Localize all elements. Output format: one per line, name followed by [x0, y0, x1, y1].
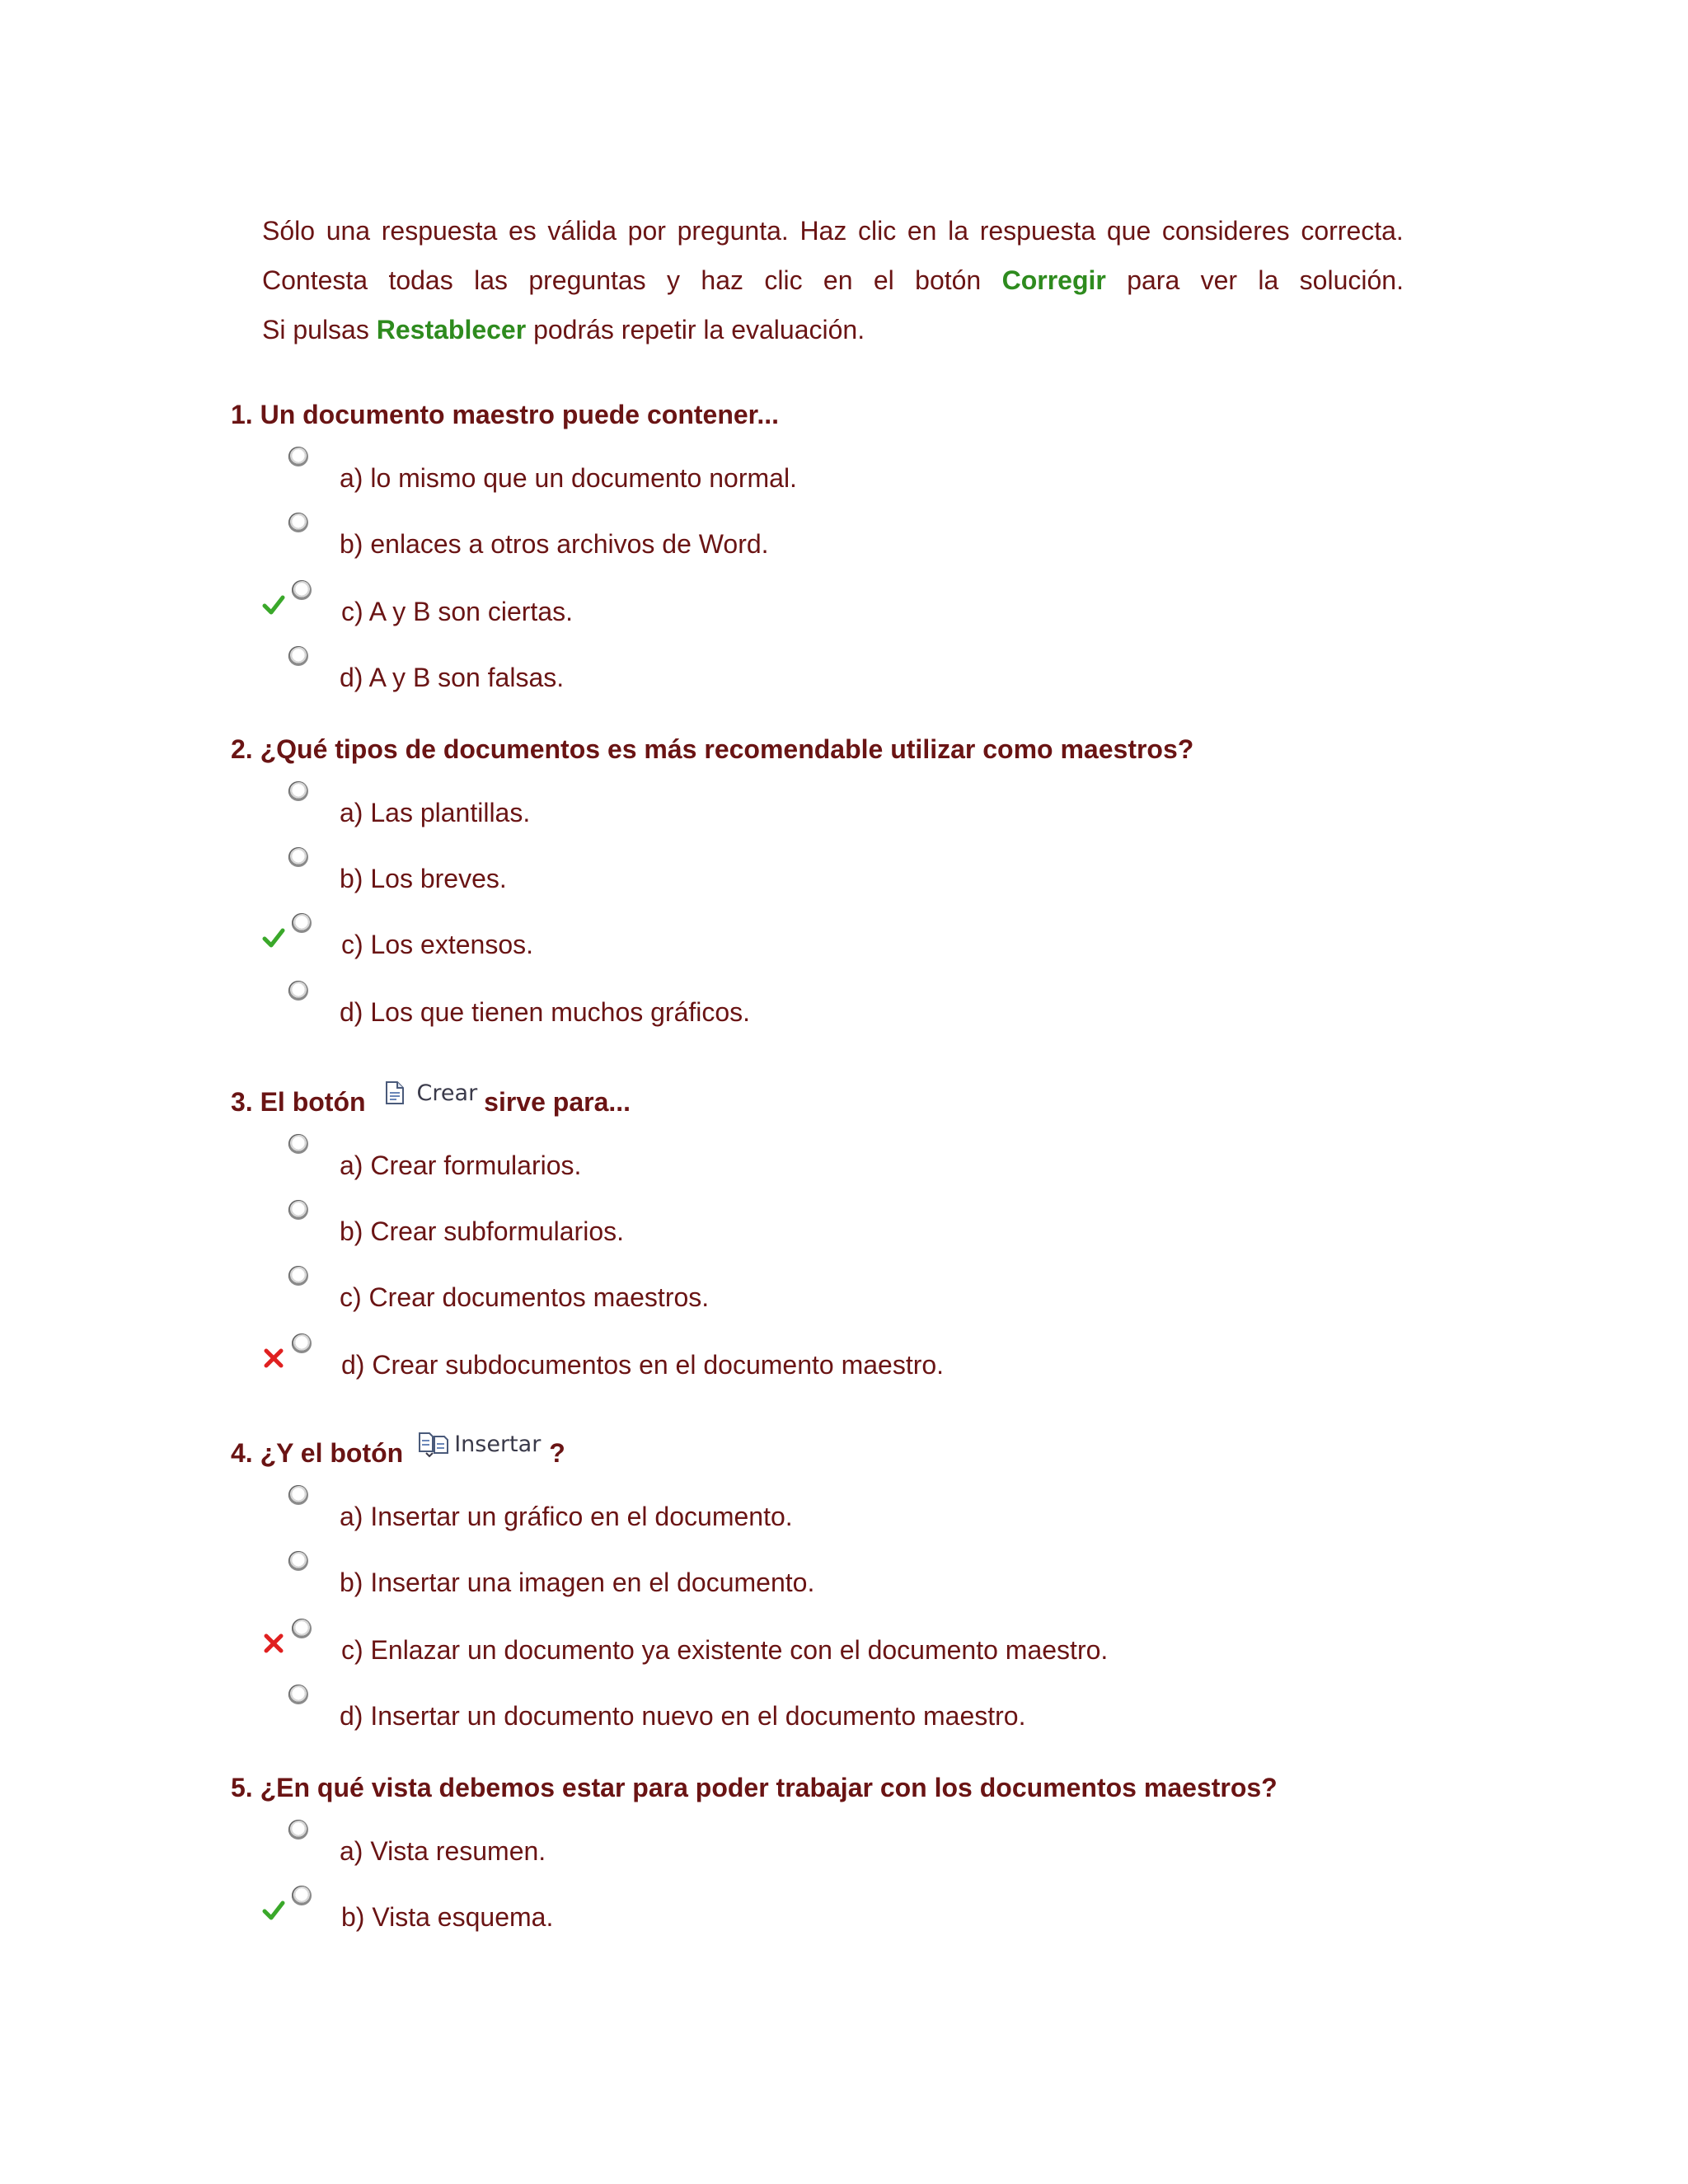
radio-button[interactable] [292, 913, 312, 933]
radio-button[interactable] [288, 646, 308, 666]
question-text: ? [549, 1438, 565, 1468]
crear-button-image [384, 1080, 478, 1106]
instructions-text: Si pulsas [262, 315, 377, 344]
check-icon [262, 593, 285, 616]
option-label[interactable]: c) Crear documentos maestros. [340, 1282, 710, 1312]
question-text: 3. El botón [231, 1087, 366, 1117]
option-4d[interactable] [262, 1685, 1498, 1734]
word: clic [764, 265, 803, 295]
option-2d[interactable] [262, 981, 1498, 1030]
option-label[interactable]: b) Insertar una imagen en el documento. [340, 1568, 815, 1597]
word: respuesta [979, 216, 1096, 246]
word: consideres [1161, 216, 1290, 246]
check-icon [262, 926, 285, 949]
option-label[interactable]: a) lo mismo que un documento normal. [340, 463, 797, 493]
button-label: Insertar [454, 1432, 542, 1457]
option-label[interactable]: d) A y B son falsas. [340, 663, 565, 692]
option-5b[interactable] [262, 1886, 1498, 1935]
option-label[interactable]: d) Crear subdocumentos en el documento maestro. [341, 1350, 945, 1380]
check-icon [262, 1899, 285, 1922]
word: correcta. [1301, 216, 1404, 246]
question-1 [231, 394, 779, 430]
option-label[interactable]: c) Los extensos. [341, 930, 533, 959]
radio-button[interactable] [292, 1886, 312, 1905]
word: clic [858, 216, 897, 246]
instructions-line-1 [262, 206, 1404, 255]
option-5a[interactable] [262, 1820, 1498, 1869]
question-text: 1. Un documento maestro puede contener... [231, 400, 780, 429]
option-2a[interactable] [262, 781, 1498, 831]
option-3c[interactable] [262, 1266, 1498, 1315]
radio-button[interactable] [288, 1820, 308, 1840]
instructions-text: podrás repetir la evaluación. [526, 315, 865, 344]
word: Contesta [262, 265, 368, 295]
option-2b[interactable] [262, 847, 1498, 897]
option-label[interactable]: b) Los breves. [340, 864, 507, 893]
word: y [667, 265, 681, 295]
option-label[interactable]: a) Crear formularios. [340, 1151, 582, 1180]
option-label[interactable]: b) Vista esquema. [341, 1902, 554, 1932]
option-3a[interactable] [262, 1134, 1498, 1183]
option-4c[interactable] [262, 1619, 1498, 1668]
word: ver [1200, 265, 1238, 295]
instructions-line-2 [262, 255, 1404, 305]
option-label[interactable]: c) A y B son ciertas. [341, 597, 573, 626]
option-label[interactable]: b) Crear subformularios. [340, 1216, 624, 1246]
question-5 [231, 1767, 1278, 1803]
word: para [1127, 265, 1180, 295]
question-text: 5. ¿En qué vista debemos estar para poder trabajar con los documentos maestros? [231, 1773, 1278, 1802]
radio-button[interactable] [288, 981, 308, 1001]
word: es [508, 216, 537, 246]
word: todas [388, 265, 453, 295]
radio-button[interactable] [292, 1333, 312, 1353]
option-1d[interactable] [262, 646, 1498, 696]
word: preguntas [528, 265, 646, 295]
option-label[interactable]: b) enlaces a otros archivos de Word. [340, 529, 769, 559]
cross-icon [262, 1347, 285, 1370]
radio-button[interactable] [288, 847, 308, 867]
option-3b[interactable] [262, 1200, 1498, 1249]
word: en [823, 265, 853, 295]
option-1a[interactable] [262, 447, 1498, 496]
radio-button[interactable] [288, 1551, 308, 1571]
question-3 [231, 1081, 631, 1118]
radio-button[interactable] [288, 1200, 308, 1220]
radio-button[interactable] [288, 1485, 308, 1505]
radio-button[interactable] [292, 1619, 312, 1638]
option-label[interactable]: d) Insertar un documento nuevo en el documento maestro. [340, 1701, 1026, 1731]
word: las [474, 265, 508, 295]
word: respuesta [381, 216, 498, 246]
word: Sólo [262, 216, 316, 246]
radio-button[interactable] [288, 513, 308, 532]
word: el [873, 265, 894, 295]
radio-button[interactable] [288, 1685, 308, 1704]
question-text: sirve para... [484, 1087, 631, 1117]
word: válida [547, 216, 617, 246]
option-2c[interactable] [262, 913, 1498, 963]
option-4b[interactable] [262, 1551, 1498, 1601]
option-label[interactable]: a) Insertar un gráfico en el documento. [340, 1502, 793, 1531]
word: una [326, 216, 371, 246]
question-4 [231, 1432, 565, 1469]
word: que [1106, 216, 1151, 246]
radio-button[interactable] [292, 580, 312, 600]
insert-subdocument-icon [418, 1432, 451, 1456]
corregir-keyword: Corregir [1001, 265, 1106, 295]
option-4a[interactable] [262, 1485, 1498, 1535]
option-1b[interactable] [262, 513, 1498, 562]
button-label: Crear [416, 1080, 478, 1106]
question-text: 4. ¿Y el botón [231, 1438, 404, 1468]
word: por [627, 216, 666, 246]
word: la [1258, 265, 1279, 295]
word: haz [701, 265, 743, 295]
word: Haz [799, 216, 847, 246]
radio-button[interactable] [288, 447, 308, 466]
cross-icon [262, 1632, 285, 1655]
option-3d[interactable] [262, 1333, 1498, 1383]
option-label[interactable]: d) Los que tienen muchos gráficos. [340, 997, 751, 1027]
radio-button[interactable] [288, 781, 308, 801]
radio-button[interactable] [288, 1266, 308, 1286]
word: pregunta. [677, 216, 789, 246]
instructions [262, 206, 1404, 354]
instructions-line-3 [262, 305, 1404, 354]
option-1c[interactable] [262, 580, 1498, 630]
radio-button[interactable] [288, 1134, 308, 1154]
word: en [907, 216, 937, 246]
option-label[interactable]: c) Enlazar un documento ya existente con el documento maestro. [341, 1635, 1109, 1665]
word: botón [915, 265, 982, 295]
option-label[interactable]: a) Vista resumen. [340, 1836, 546, 1866]
insertar-button-image [418, 1432, 541, 1457]
word: la [948, 216, 969, 246]
create-subdocument-icon [384, 1080, 406, 1105]
question-text: 2. ¿Qué tipos de documentos es más recomendable utilizar como maestros? [231, 734, 1194, 764]
option-label[interactable]: a) Las plantillas. [340, 798, 531, 827]
restablecer-keyword: Restablecer [376, 315, 527, 344]
word: solución. [1299, 265, 1404, 295]
question-2 [231, 729, 1193, 765]
